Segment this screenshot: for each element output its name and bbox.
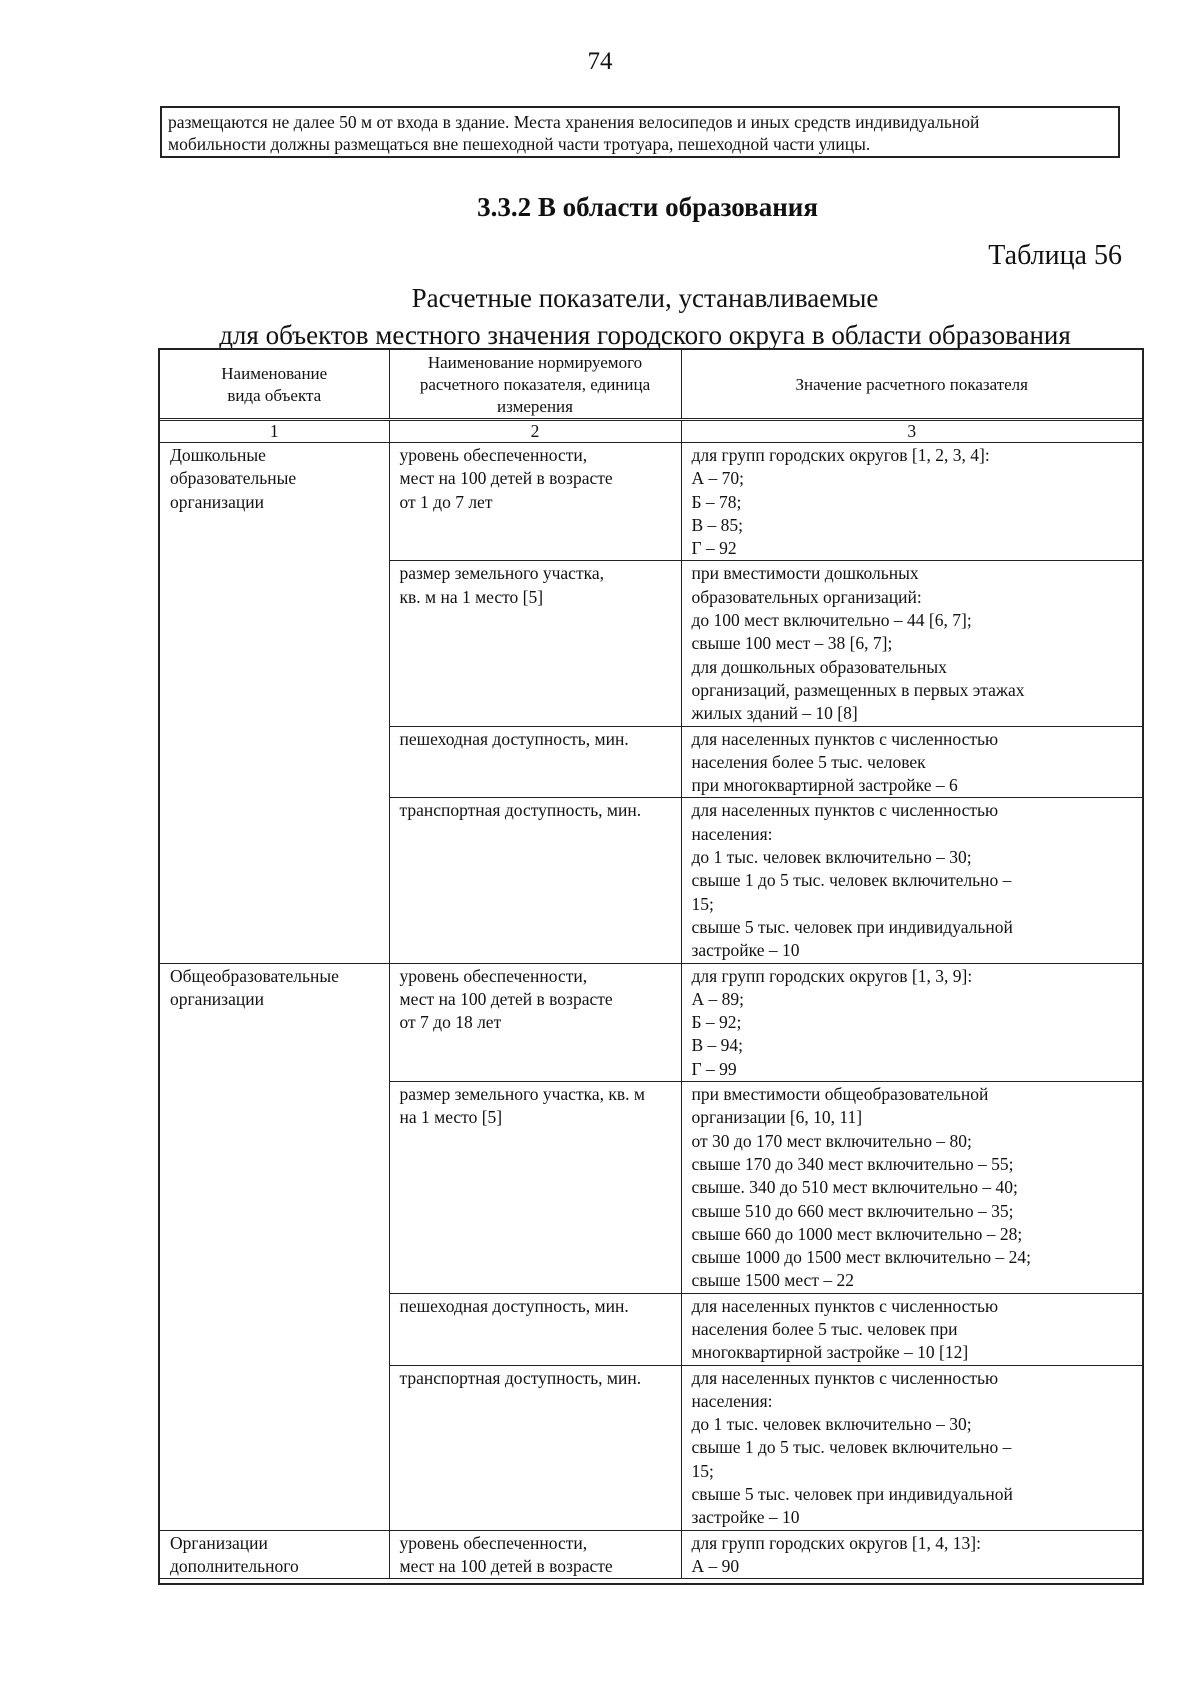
object-type-cell [160,963,389,1530]
object-type-line: организации [170,988,264,1009]
indicator-cell [389,443,681,561]
indicator-line: от 7 до 18 лет [399,1012,502,1033]
value-line: для населенных пунктов с численностью [691,728,999,749]
indicator-line: транспортная доступность, мин. [399,1367,642,1388]
value-line: свыше 1 до 5 тыс. человек включительно – [691,870,1012,891]
column-header-3 [681,350,1142,420]
column-header-line: Наименование [221,364,328,383]
value-line: при вместимости общеобразовательной [691,1084,989,1105]
column-number: 3 [681,420,1142,443]
indicator-cell [389,963,681,1081]
value-cell [681,1530,1142,1579]
indicator-line: мест на 100 детей в возрасте [399,468,613,489]
indicator-line: мест на 100 детей в возрасте [399,988,613,1009]
indicator-line: транспортная доступность, мин. [399,800,642,821]
value-line: населения более 5 тыс. человек [691,751,926,772]
value-line: для групп городских округов [1, 4, 13]: [691,1532,981,1553]
column-header-line: Наименование нормируемого [427,353,643,372]
object-type-line: Общеобразовательные [170,965,339,986]
indicator-cell [389,561,681,726]
value-line: свыше. 340 до 510 мест включительно – 40; [691,1177,1018,1198]
value-line: свыше 1 до 5 тыс. человек включительно – [691,1437,1012,1458]
value-line: при вместимости дошкольных [691,563,919,584]
indicator-line: уровень обеспеченности, [399,445,588,465]
value-line: 15; [691,1460,714,1481]
indicator-line: мест на 100 детей в возрасте [399,1555,613,1576]
column-number: 1 [160,420,389,443]
value-cell [681,1293,1142,1365]
header-row [160,350,1142,420]
column-header-line: измерения [497,397,573,416]
indicator-line: на 1 место [5] [399,1107,503,1128]
value-line: А – 70; [691,468,744,489]
value-line: образовательных организаций: [691,586,922,607]
continuation-text-line: размещаются не далее 50 м от входа в здание. Места хранения велосипедов и иных средств индивидуальной [168,112,980,132]
table-label: Таблица 56 [988,240,1122,271]
value-line: В – 85; [691,514,744,535]
value-line: свыше 510 до 660 мест включительно – 35; [691,1200,1014,1221]
value-line: 15; [691,893,714,914]
value-line: свыше 170 до 340 мест включительно – 55; [691,1153,1014,1174]
continuation-text-box [160,106,1120,158]
column-header-2 [389,350,681,420]
indicator-line: уровень обеспеченности, [399,965,588,986]
object-type-line: Организации [170,1532,268,1553]
value-line: Б – 92; [691,1012,742,1033]
indicator-cell [389,1082,681,1294]
table-row [160,1530,1142,1579]
value-line: В – 94; [691,1035,744,1056]
value-cell [681,726,1142,798]
value-line: до 1 тыс. человек включительно – 30; [691,1414,972,1435]
value-line: до 100 мест включительно – 44 [6, 7]; [691,610,972,631]
value-cell [681,798,1142,963]
table-title [0,280,1200,354]
value-line: Г – 99 [691,1058,737,1079]
value-line: населения: [691,1390,773,1411]
continuation-text-line: мобильности должны размещаться вне пешеходной части тротуара, пешеходной части улицы. [168,134,871,154]
value-line: Г – 92 [691,538,737,559]
value-line: многоквартирной застройке – 10 [12] [691,1342,969,1363]
indicators-grid [160,350,1142,1579]
value-line: населения: [691,823,773,844]
value-line: для групп городских округов [1, 2, 3, 4]: [691,445,990,465]
indicator-line: кв. м на 1 место [5] [399,586,544,607]
object-type-cell [160,1530,389,1579]
value-line: от 30 до 170 мест включительно – 80; [691,1130,972,1151]
value-line: для групп городских округов [1, 3, 9]: [691,965,973,986]
indicator-cell [389,1365,681,1530]
section-heading: 3.3.2 В области образования [477,192,818,222]
value-line: свыше 660 до 1000 мест включительно – 28; [691,1223,1023,1244]
column-header-line: вида объекта [227,386,322,405]
object-type-cell [160,443,389,964]
indicator-line: уровень обеспеченности, [399,1532,588,1553]
indicator-line: размер земельного участка, [399,563,604,584]
value-line: свыше 1500 мест – 22 [691,1270,854,1291]
value-line: до 1 тыс. человек включительно – 30; [691,847,972,868]
column-number-row [160,420,1142,443]
indicators-table [158,348,1144,1585]
value-line: свыше 100 мест – 38 [6, 7]; [691,633,893,654]
value-line: застройке – 10 [691,1507,800,1528]
indicator-cell [389,726,681,798]
value-line: А – 90 [691,1555,740,1576]
value-line: для населенных пунктов с численностью [691,1295,999,1316]
value-cell [681,963,1142,1081]
value-line: организации [6, 10, 11] [691,1107,863,1128]
indicator-cell [389,798,681,963]
value-line: организаций, размещенных в первых этажах [691,679,1025,700]
value-line: для населенных пунктов с численностью [691,1367,999,1388]
indicator-line: от 1 до 7 лет [399,491,493,512]
table-title-line: для объектов местного значения городского округа в области образования [219,320,1071,350]
indicator-line: пешеходная доступность, мин. [399,728,629,749]
column-header-line: Значение расчетного показателя [795,375,1028,394]
value-line: для населенных пунктов с численностью [691,800,999,821]
value-line: застройке – 10 [691,940,800,961]
column-header-line: расчетного показателя, единица [419,375,651,394]
indicator-cell [389,1530,681,1579]
column-number: 2 [389,420,681,443]
table-row [160,963,1142,1081]
object-type-line: Дошкольные [170,445,266,465]
value-line: свыше 5 тыс. человек при индивидуальной [691,1484,1013,1505]
value-line: свыше 1000 до 1500 мест включительно – 24; [691,1247,1031,1268]
value-line: Б – 78; [691,491,742,512]
value-line: для дошкольных образовательных [691,656,947,677]
indicator-line: размер земельного участка, кв. м [399,1084,645,1105]
value-line: А – 89; [691,988,744,1009]
value-cell [681,1082,1142,1294]
indicator-line: пешеходная доступность, мин. [399,1295,629,1316]
value-line: населения более 5 тыс. человек при [691,1318,958,1339]
indicator-cell [389,1293,681,1365]
table-title-line: Расчетные показатели, устанавливаемые [411,283,879,313]
value-line: жилых зданий – 10 [8] [691,703,858,724]
value-line: свыше 5 тыс. человек при индивидуальной [691,916,1013,937]
page-number: 74 [587,48,613,75]
object-type-line: образовательные [170,468,297,489]
object-type-line: организации [170,491,264,512]
value-cell [681,443,1142,561]
object-type-line: дополнительного [170,1555,299,1576]
value-cell [681,561,1142,726]
column-header-1 [160,350,389,420]
table-row [160,443,1142,561]
value-line: при многоквартирной застройке – 6 [691,775,958,796]
value-cell [681,1365,1142,1530]
